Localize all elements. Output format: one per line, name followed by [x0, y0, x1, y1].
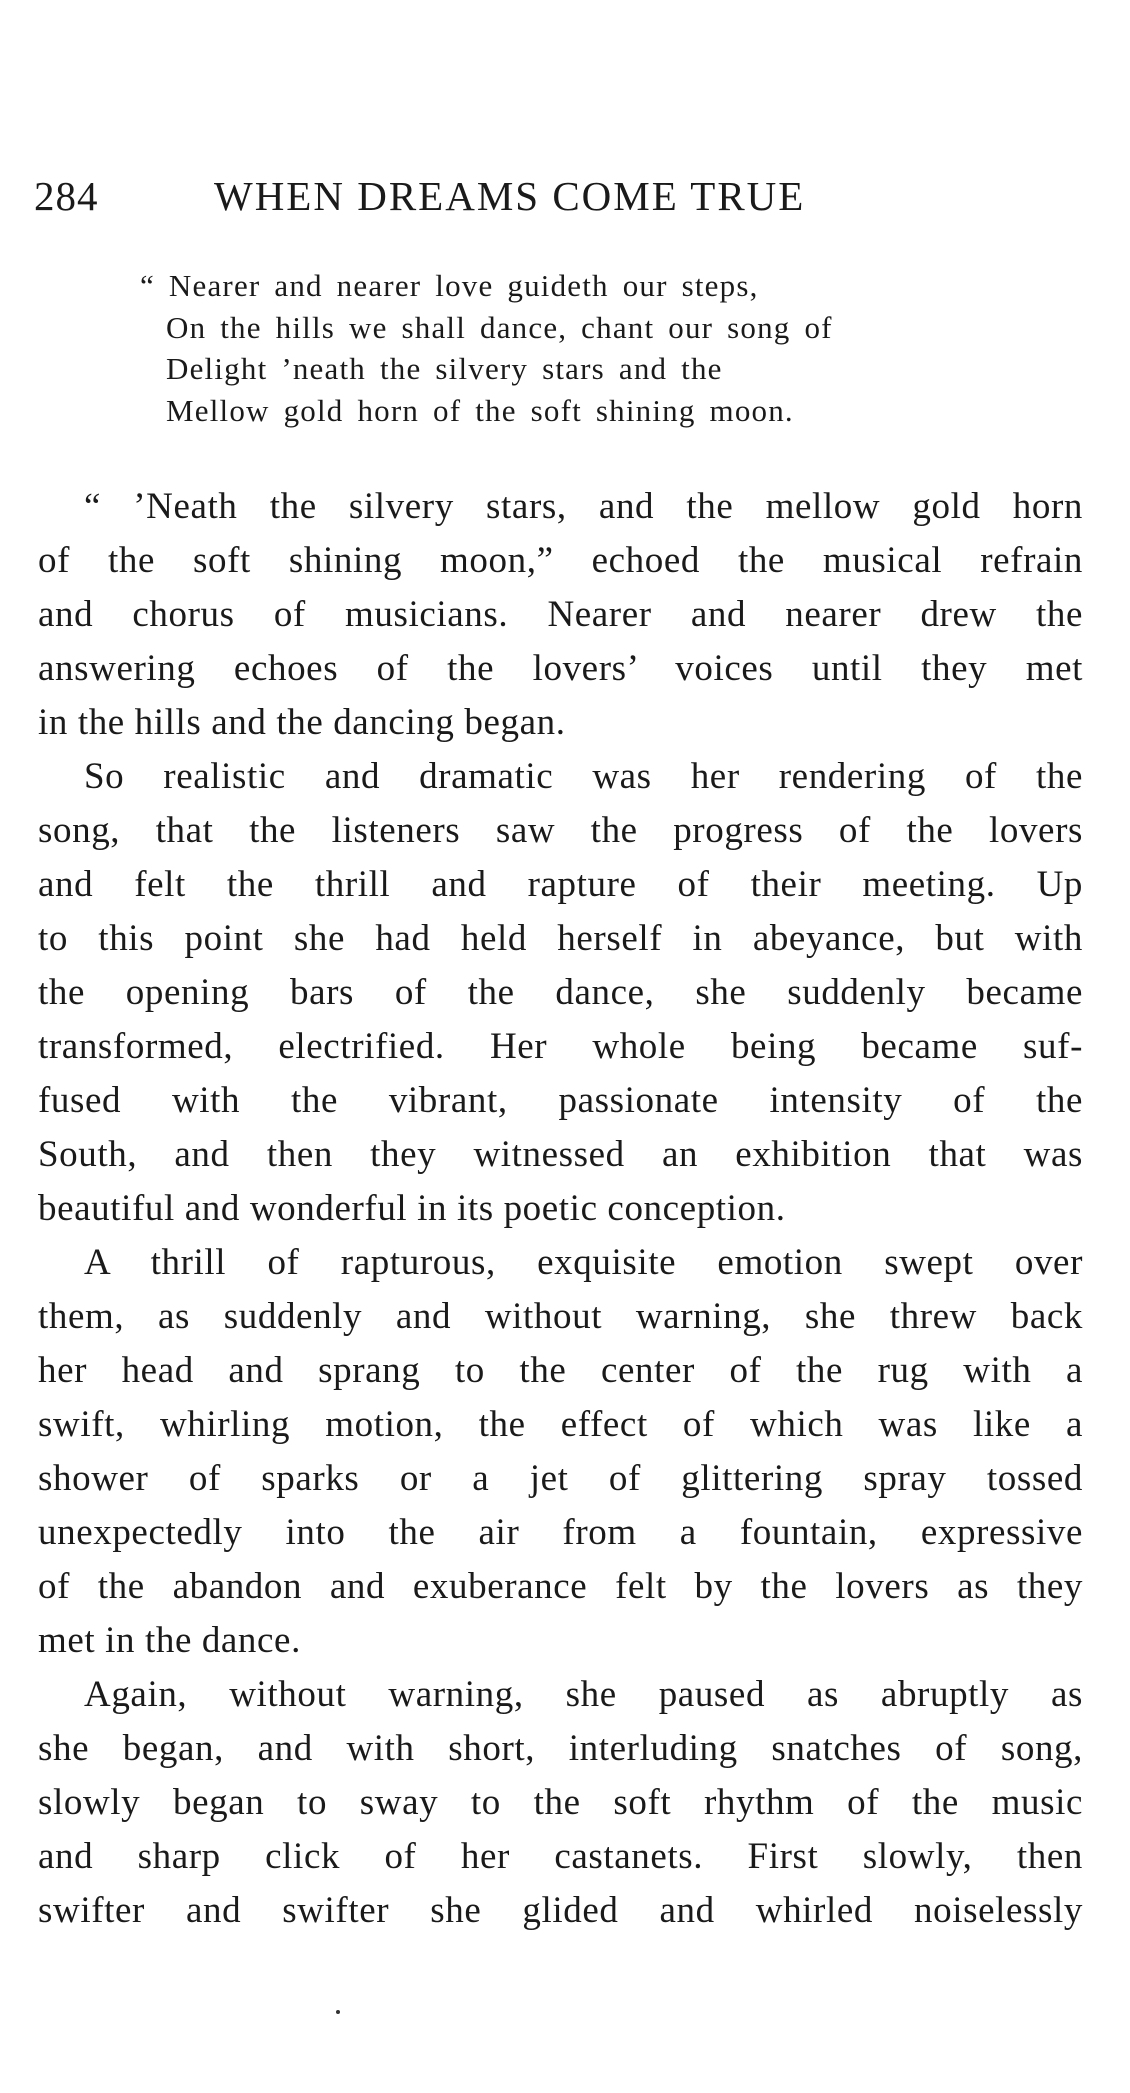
paragraph [38, 750, 1083, 1236]
paragraph [38, 480, 1083, 750]
text-line: and felt the thrill and rapture of their meeting. Up [38, 864, 1083, 905]
text-line: So realistic and dramatic was her rendering of the [84, 756, 1083, 797]
verse-line: Delight ’neath the silvery stars and the [166, 351, 723, 386]
text-line: South, and then they witnessed an exhibition that was [38, 1134, 1083, 1175]
running-title: WHEN DREAMS COME TRUE [214, 173, 806, 219]
body-text [38, 480, 1083, 1938]
text-line: met in the dance. [38, 1620, 301, 1661]
paragraph [38, 1668, 1083, 1938]
text-line: and sharp click of her castanets. First slowly, then [38, 1836, 1083, 1877]
text-line: of the soft shining moon,” echoed the musical refrain [38, 540, 1083, 581]
text-line: beautiful and wonderful in its poetic conception. [38, 1188, 786, 1229]
text-line: song, that the listeners saw the progress of the lovers [38, 810, 1083, 851]
text-line: unexpectedly into the air from a fountain, expressive [38, 1512, 1083, 1553]
verse-line: “ Nearer and nearer love guideth our steps, [140, 268, 759, 303]
text-line: Again, without warning, she paused as abruptly as [84, 1674, 1083, 1715]
text-line: them, as suddenly and without warning, she threw back [38, 1296, 1083, 1337]
text-line: in the hills and the dancing began. [38, 702, 566, 743]
text-line: transformed, electrified. Her whole being became suf- [38, 1026, 1083, 1067]
text-line: answering echoes of the lovers’ voices until they met [38, 648, 1083, 689]
text-line: of the abandon and exuberance felt by the lovers as they [38, 1566, 1083, 1607]
verse-line: On the hills we shall dance, chant our song of [166, 309, 833, 345]
text-line: shower of sparks or a jet of glittering spray tossed [38, 1458, 1083, 1499]
text-line: A thrill of rapturous, exquisite emotion swept over [84, 1242, 1083, 1283]
text-line: “ ’Neath the silvery stars, and the mellow gold horn [84, 486, 1083, 527]
verse-line: Mellow gold horn of the soft shining moon. [166, 392, 794, 428]
text-line: she began, and with short, interluding snatches of song, [38, 1728, 1083, 1769]
running-head [34, 172, 1084, 224]
verse-block [140, 265, 1000, 431]
text-line: and chorus of musicians. Nearer and nearer drew the [38, 594, 1083, 635]
text-line: swifter and swifter she glided and whirled noiselessly [38, 1890, 1083, 1931]
text-line: to this point she had held herself in abeyance, but with [38, 918, 1083, 959]
print-speck [336, 2010, 340, 2014]
page-number: 284 [34, 173, 99, 219]
text-line: fused with the vibrant, passionate intensity of the [38, 1080, 1083, 1121]
text-line: swift, whirling motion, the effect of which was like a [38, 1404, 1083, 1445]
text-line: the opening bars of the dance, she suddenly became [38, 972, 1083, 1013]
paragraph [38, 1236, 1083, 1668]
text-line: her head and sprang to the center of the rug with a [38, 1350, 1083, 1391]
text-line: slowly began to sway to the soft rhythm of the music [38, 1782, 1083, 1823]
